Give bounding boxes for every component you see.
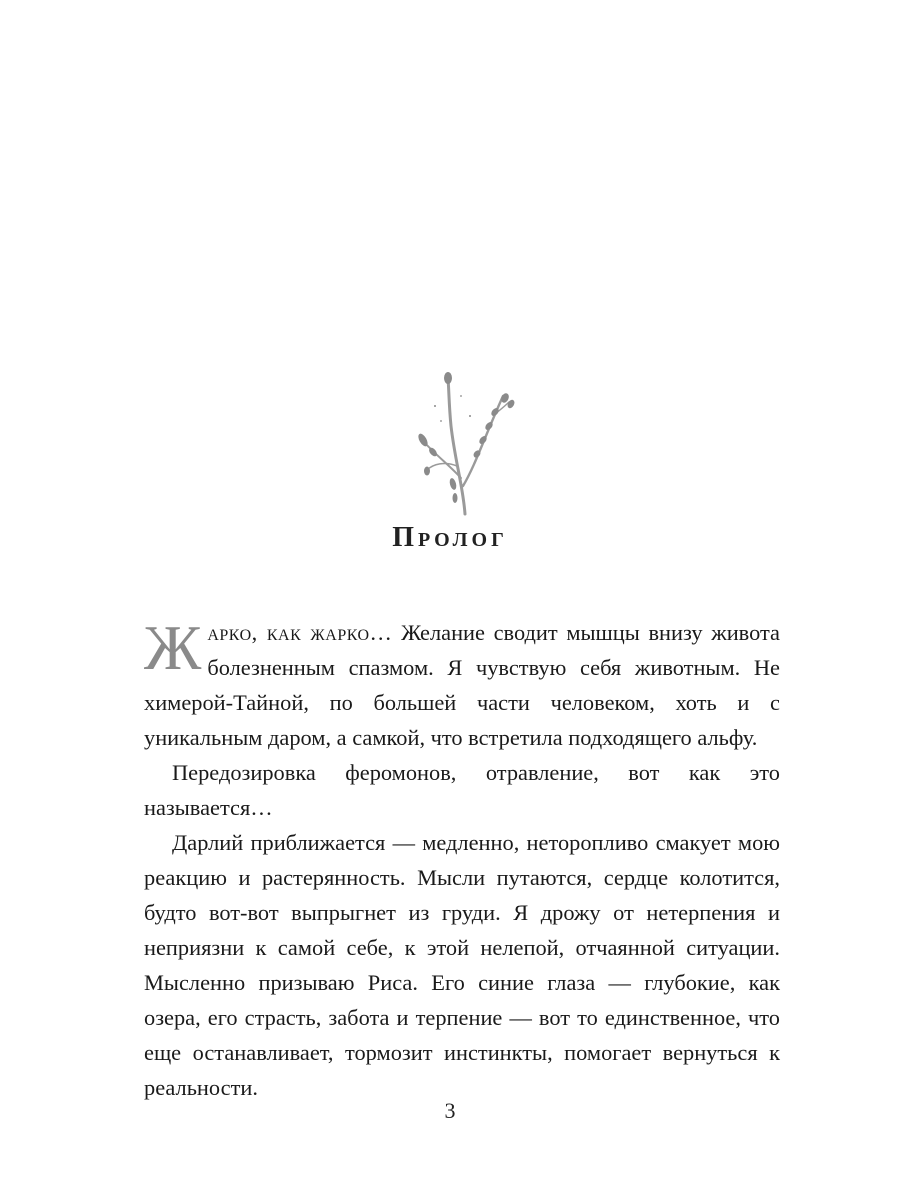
drop-cap: Ж <box>144 612 202 683</box>
paragraph-1 <box>144 612 780 755</box>
chapter-body <box>144 612 780 1105</box>
paragraph-3: Дарлий приближается — медленно, неторопливо смакует мою реакцию и растерянность. Мысли путаются, сердце колотится, будто вот-вот выпрыгнет из груди. Я дрожу от нетерпения и неприязни к самой себе, к этой нелепой, отчаянной ситуации. Мысленно призываю Риса. Его синие глаза — глубокие, как озера, его страсть, забота и терпение — вот то единственное, что еще останавливает, тормозит инстинкты, помогает вернуться к реальности. <box>144 830 780 1100</box>
flower-sprig-icon <box>405 366 525 516</box>
page-number: 3 <box>444 1098 456 1123</box>
paragraph-2: Передозировка феромонов, отравление, вот как это называется… <box>144 760 780 820</box>
paragraph-1-lead: арко, как жарко… <box>207 620 393 645</box>
chapter-title: Пролог <box>392 522 508 553</box>
paragraph-1-text: Желание сводит мышцы внизу живота болезненным спазмом. Я чувствую себя животным. Не химерой-Тайной, по большей части человеком, хоть и с уникальным даром, а самкой, что встретила подходящего альфу. <box>144 620 780 750</box>
